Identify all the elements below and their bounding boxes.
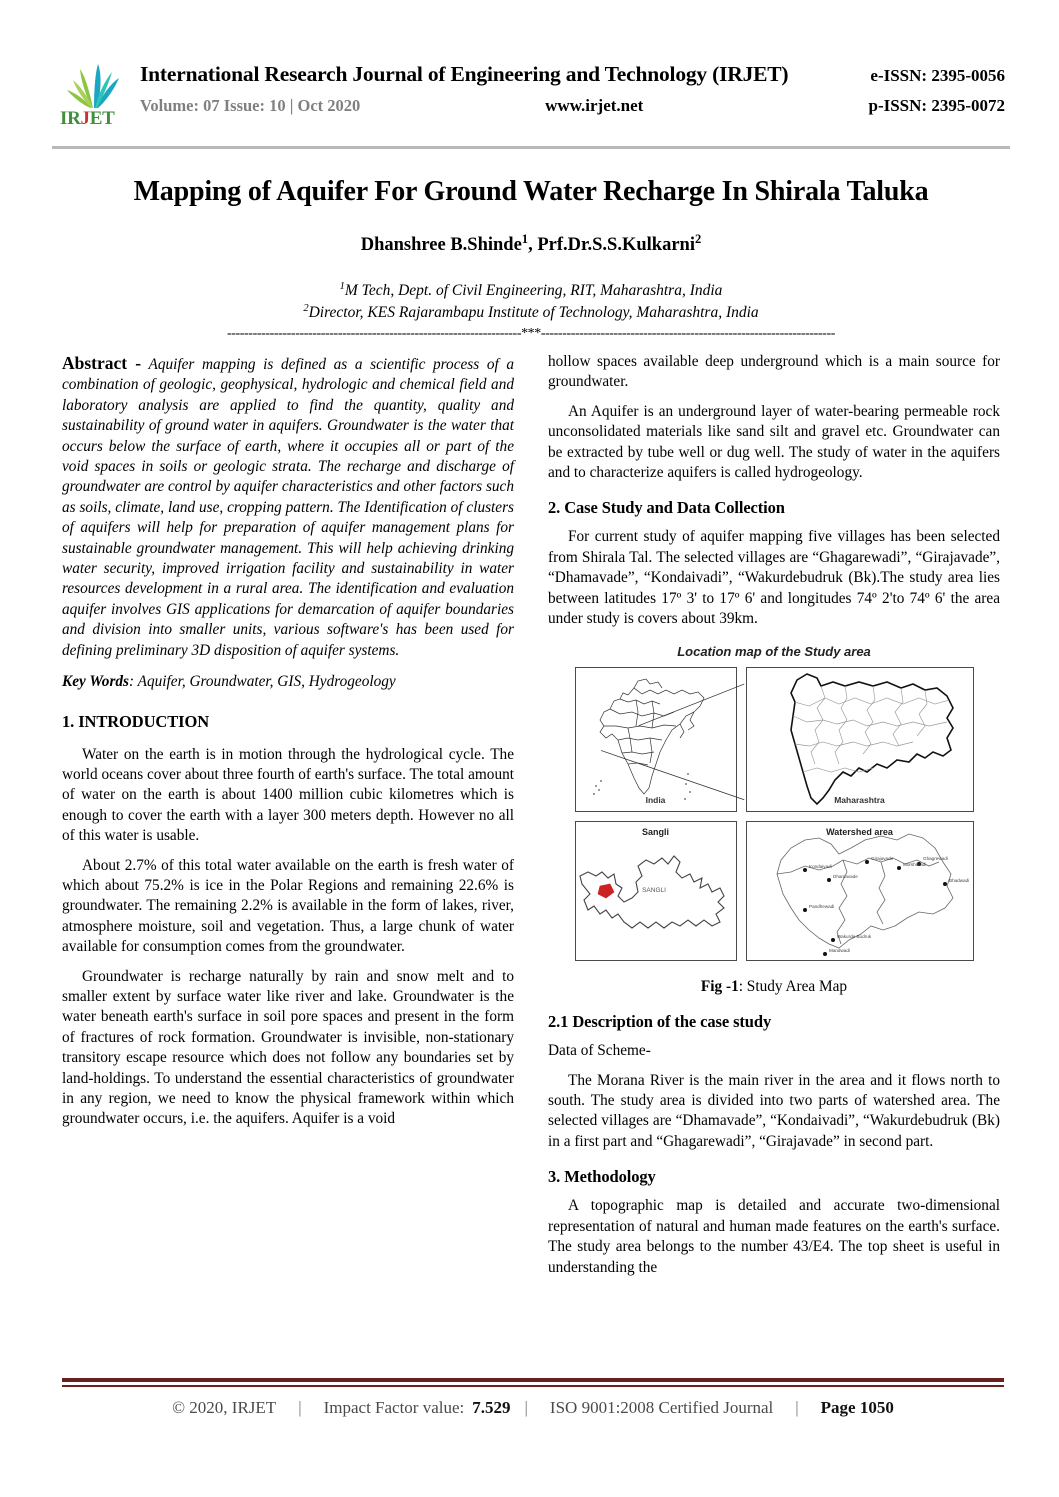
india-map-icon xyxy=(576,668,736,811)
affil-1-sup: 1 xyxy=(339,281,345,292)
sangli-district-map-icon xyxy=(576,822,736,960)
logo-wordmark xyxy=(60,108,114,130)
page-footer xyxy=(62,1398,1004,1418)
description-paragraph-1: The Morana River is the main river in the area and it flows north to south. The study area is divided into two parts of watershed area. The selected villages are “Dhamavade”, “Kondaivadi”, “Wakurdebudruk (Bk) in a first part and “Ghagarewadi”, “Girajavade” in second part. xyxy=(548,1071,1000,1150)
abstract-label: Abstract - xyxy=(62,353,142,373)
journal-website[interactable]: www.irjet.net xyxy=(545,96,644,115)
journal-header xyxy=(60,62,1005,142)
leaf-logo-icon xyxy=(64,62,124,110)
intro-paragraph-2: About 2.7% of this total water available on the earth is fresh water of which about 75.2% is ice in the Polar Regions and remaining 22.6% is groundwater. The remaining 2.2% is available in the form of lakes, river, atmosphere moisture, soil and vegetation. Thus, a large chunk of water available for consumption comes from the groundwater. xyxy=(62,856,514,956)
footer-impact-label: Impact Factor value: xyxy=(323,1398,465,1417)
left-column xyxy=(62,352,514,1139)
label-sangli: Sangli xyxy=(641,826,669,837)
footer-sep-2: | xyxy=(524,1398,528,1417)
section-separator: ---------------------------------------------------------------------***--------------------------------------------------------------------- xyxy=(227,326,835,341)
svg-text:Mandwadi: Mandwadi xyxy=(828,947,850,953)
svg-text:Bhadwadi: Bhadwadi xyxy=(948,877,969,883)
intro-paragraph-3: Groundwater is recharge naturally by rain and snow melt and to smaller extent by surface water like river and lake. Groundwater is the water beneath earth's surface in soil pore spaces and present in the form of fractures of rock formation. Groundwater is invisible, non-stationary transitory escape resource which does not follow any boundaries set by land-holdings. To understand the essential characteristics of groundwater in any region, we need to know the physical framework within which groundwater occurs, i.e. the aquifers. Aquifer is a void xyxy=(62,967,514,1128)
map-panel-india xyxy=(575,667,737,812)
watershed-area-map-icon xyxy=(747,822,973,960)
svg-text:Morshiwadi: Morshiwadi xyxy=(902,861,926,867)
author-1-sup: 1 xyxy=(521,232,529,246)
paper-title: Mapping of Aquifer For Ground Water Recharge In Shirala Taluka xyxy=(133,176,929,207)
heading-description: 2.1 Description of the case study xyxy=(548,1012,772,1032)
irjet-logo xyxy=(60,62,128,136)
right-paragraph-2: An Aquifer is an underground layer of water-bearing permeable rock unconsolidated materials like sand silt and gravel etc. Groundwater can be extracted by tube well or dug well. The study of water in the aquifers and to characterize aquifers is called hydrogeology. xyxy=(548,402,1000,482)
sangli-inner-label: SANGLI xyxy=(641,886,666,894)
svg-text:Kondaivadi: Kondaivadi xyxy=(808,863,832,869)
keywords-label: Key Words xyxy=(62,673,129,691)
footer-divider-top xyxy=(62,1378,1004,1382)
affiliations xyxy=(52,280,1010,324)
figure-panel-grid xyxy=(548,667,1000,961)
footer-impact-value: 7.529 xyxy=(472,1398,511,1417)
figure-panels-wrapper xyxy=(548,667,1000,961)
methodology-paragraph-1: A topographic map is detailed and accurate two-dimensional representation of natural and human made features on the earth's surface. The study area belongs to the number 43/E4. The top sheet is useful in understanding the xyxy=(548,1197,1000,1276)
maharashtra-map-icon xyxy=(747,668,973,811)
logo-ir: IR xyxy=(60,108,81,129)
sangli-highlight-region xyxy=(598,884,614,898)
footer-sep-1: | xyxy=(298,1398,302,1417)
label-watershed: Watershed area xyxy=(826,826,893,837)
keywords-paragraph xyxy=(62,672,514,692)
figure-caption-text: : Study Area Map xyxy=(738,977,848,995)
footer-iso: ISO 9001:2008 Certified Journal xyxy=(549,1398,774,1417)
svg-text:Wakurde Budruk: Wakurde Budruk xyxy=(836,933,871,939)
footer-copyright: © 2020, IRJET xyxy=(172,1398,277,1417)
intro-paragraph-1: Water on the earth is in motion through the hydrological cycle. The world oceans cover about three fourth of earth's surface. The total amount of water on the earth is about 1400 million cubic kilometres which is enough to cover the earth with a layer 300 meters depth. However no all of this water is usable. xyxy=(62,745,514,845)
heading-introduction: 1. INTRODUCTION xyxy=(62,711,210,731)
right-column xyxy=(548,352,1000,1287)
header-divider xyxy=(52,146,1010,149)
affil-2-text: Director, KES Rajarambapu Institute of Technology, Maharashtra, India xyxy=(308,304,759,322)
label-india: India xyxy=(645,795,666,806)
map-panel-watershed xyxy=(746,821,974,961)
svg-text:Dhamavade: Dhamavade xyxy=(832,873,858,879)
footer-page-number: Page 1050 xyxy=(820,1398,894,1417)
label-maharashtra: Maharashtra xyxy=(834,795,885,806)
author-1: Dhanshree B.Shinde xyxy=(360,235,522,256)
keywords-text: : Aquifer, Groundwater, GIS, Hydrogeology xyxy=(129,673,396,691)
p-issn: p-ISSN: 2395-0072 xyxy=(868,96,1005,115)
figure-1 xyxy=(548,643,1000,997)
heading-methodology: 3. Methodology xyxy=(548,1167,656,1187)
figure-header-title: Location map of the Study area xyxy=(677,644,871,660)
svg-text:Ghagrewadi: Ghagrewadi xyxy=(922,855,948,861)
map-panel-sangli xyxy=(575,821,737,961)
svg-text:Pandhewadi: Pandhewadi xyxy=(808,903,834,909)
right-paragraph-1: hollow spaces available deep underground which is a main source for groundwater. xyxy=(548,353,1000,391)
map-panel-maharashtra xyxy=(746,667,974,812)
data-of-scheme-line: Data of Scheme- xyxy=(548,1042,651,1060)
footer-sep-3: | xyxy=(795,1398,799,1417)
affiliation-2 xyxy=(52,302,1010,324)
volume-issue: Volume: 07 Issue: 10 | Oct 2020 xyxy=(140,96,361,115)
affil-2-sup: 2 xyxy=(303,303,309,315)
journal-title: International Research Journal of Engineering and Technology (IRJET) xyxy=(140,62,789,86)
affil-1-text: M Tech, Dept. of Civil Engineering, RIT, Maharashtra, India xyxy=(344,282,723,300)
e-issn: e-ISSN: 2395-0056 xyxy=(870,66,1005,85)
case-study-paragraph-1: For current study of aquifer mapping five villages has been selected from Shirala Tal. The selected villages are “Ghagarewadi”, “Girajavade”, “Dhamavade”, “Kondaivadi”, “Wakurdebudruk (Bk).The study area lies between latitudes 17º 3' to 17º 6' and longitudes 74º 2'to 74º 6' the area under study is covers about 39km. xyxy=(548,528,1000,628)
author-2-sup: 2 xyxy=(694,232,702,246)
logo-j: J xyxy=(80,108,90,129)
author-2: , Prf.Dr.S.S.Kulkarni xyxy=(528,235,695,256)
figure-caption-label: Fig -1 xyxy=(700,977,739,995)
figure-caption xyxy=(548,977,1000,997)
affiliation-1 xyxy=(52,280,1010,302)
logo-et: ET xyxy=(89,108,115,129)
author-list xyxy=(52,232,1010,256)
footer-divider-bottom xyxy=(62,1385,1004,1387)
svg-text:Girajavade: Girajavade xyxy=(870,855,893,861)
abstract-text: Aquifer mapping is defined as a scientific process of a combination of geologic, geophysical, hydrologic and chemical field and laboratory analysis are applied to find the quantity, quality and sustainability of ground water in aquifers. Groundwater is the water that occurs below the surface of earth, where it occupies all or part of the void spaces in soils or geologic strata. The recharge and discharge of groundwater are control by aquifer characteristics and other factors such as soils, climate, land use, cropping pattern. The Identification of clusters of aquifers will help for preparation of aquifer management plans for sustainable groundwater management. This will help achieving drinking water security, improved irrigation facility and sustainability in water resources development in a rural area. The identification and evaluation aquifer involves GIS applications for demarcation of aquifer boundaries and division into smaller units, various software's has been used for defining preliminary 3D disposition of aquifer systems. xyxy=(62,356,514,659)
heading-case-study: 2. Case Study and Data Collection xyxy=(548,498,785,518)
abstract-paragraph xyxy=(62,352,514,661)
